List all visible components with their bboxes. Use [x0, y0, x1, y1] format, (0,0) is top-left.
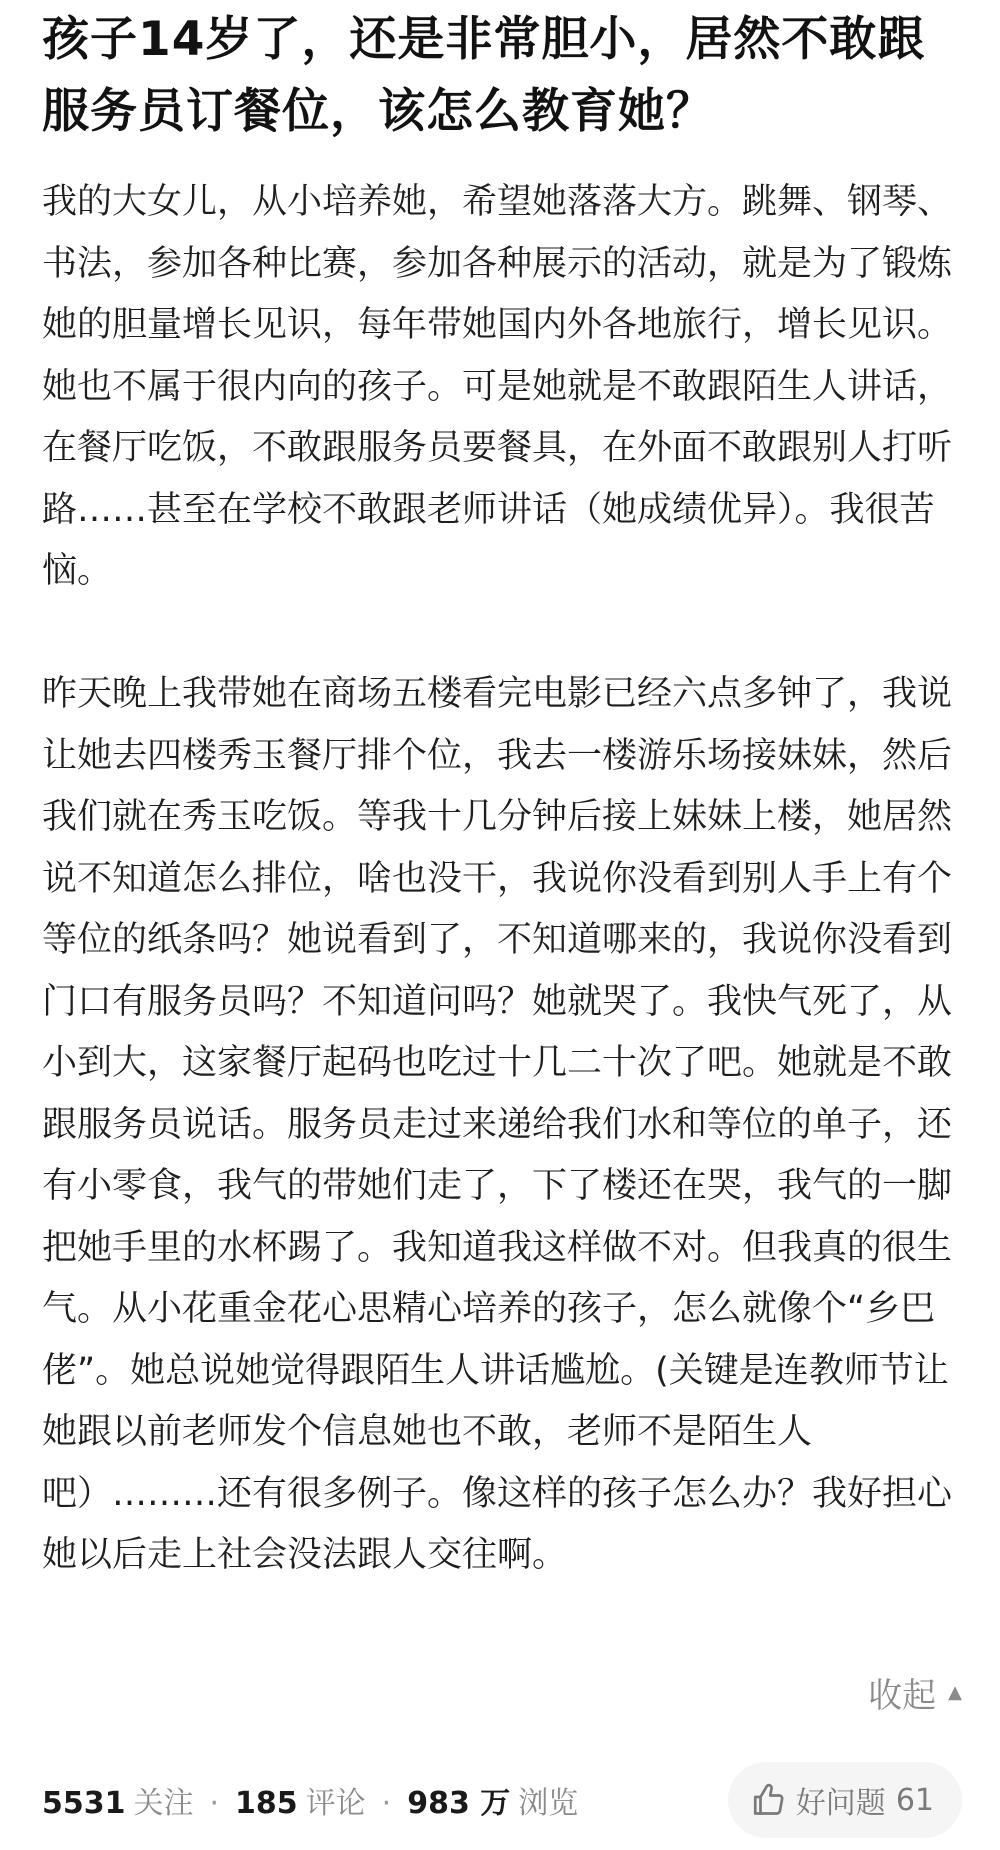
- good-question-count: 61: [895, 1782, 934, 1818]
- question-paragraph-2: 昨天晚上我带她在商场五楼看完电影已经六点多钟了，我说让她去四楼秀玉餐厅排个位，我去一楼游乐场接妹妹，然后我们就在秀玉吃饭。等我十几分钟后接上妹妹上楼，她居然说不知道怎么排位，啥也没干，我说你没看到别人手上有个等位的纸条吗？她说看到了，不知道哪来的，我说你没看到门口有服务员吗？不知道问吗？她就哭了。我快气死了，从小到大，这家餐厅起码也吃过十几二十次了吧。她就是不敢跟服务员说话。服务员走过来递给我们水和等位的单子，还有小零食，我气的带她们走了，下了楼还在哭，我气的一脚把她手里的水杯踢了。我知道我这样做不对。但我真的很生气。从小花重金花心思精心培养的孩子，怎么就像个“乡巴佬”。她总说她觉得跟陌生人讲话尴尬。(关键是连教师节让她跟以前老师发个信息她也不敢，老师不是陌生人吧）………还有很多例子。像这样的孩子怎么办？我好担心她以后走上社会没法跟人交往啊。: [42, 674, 953, 1575]
- collapse-label: 收起: [868, 1676, 937, 1716]
- good-question-button[interactable]: [728, 1762, 962, 1838]
- thumbs-up-icon: [750, 1782, 786, 1818]
- question-stats: [42, 1778, 578, 1822]
- separator-dot: ·: [381, 1786, 392, 1821]
- question-title: 孩子14岁了，还是非常胆小，居然不敢跟服务员订餐位，该怎么教育她？: [42, 12, 926, 139]
- question-footer: [42, 1750, 962, 1850]
- triangle-up-icon: ▲: [948, 1682, 962, 1703]
- paragraph-spacer: [42, 603, 962, 665]
- collapse-button[interactable]: [868, 1668, 962, 1717]
- view-label: 浏览: [518, 1786, 579, 1821]
- follow-count: 5531: [42, 1786, 126, 1821]
- view-count: 983 万: [407, 1786, 511, 1821]
- comment-label[interactable]: 评论: [305, 1786, 366, 1821]
- separator-dot: ·: [209, 1786, 220, 1821]
- question-body: [42, 172, 962, 1587]
- comment-count: 185: [235, 1786, 298, 1821]
- question-paragraph-1: 我的大女儿，从小培养她，希望她落落大方。跳舞、钢琴、书法，参加各种比赛，参加各种展示的活动，就是为了锻炼她的胆量增长见识，每年带她国内外各地旅行，增长见识。她也不属于很内向的孩子。可是她就是不敢跟陌生人讲话，在餐厅吃饭，不敢跟服务员要餐具，在外面不敢跟别人打听路……甚至在学校不敢跟老师讲话（她成绩优异）。我很苦恼。: [42, 182, 953, 591]
- follow-label[interactable]: 关注: [133, 1786, 194, 1821]
- good-question-label: 好问题: [795, 1786, 886, 1821]
